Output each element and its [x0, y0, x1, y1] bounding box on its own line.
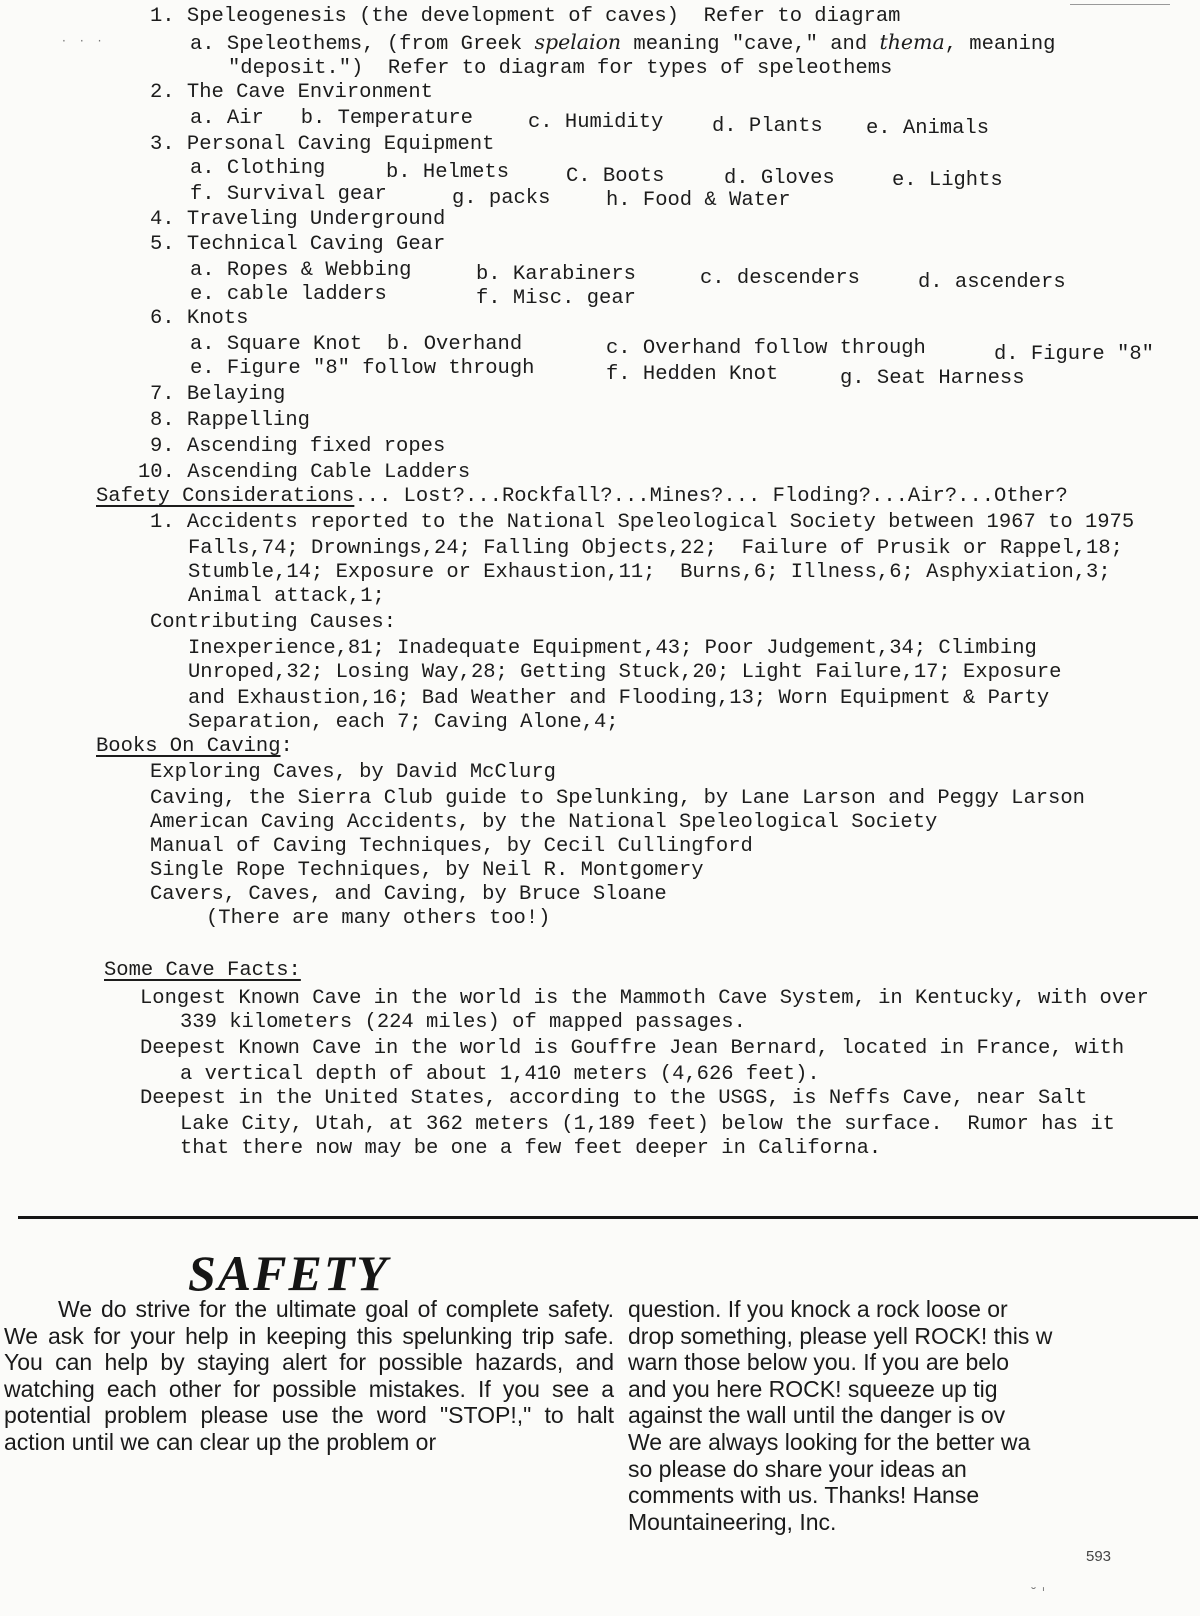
causes-line-3: and Exhaustion,16; Bad Weather and Flooding,13; Worn Equipment & Party: [188, 687, 1050, 710]
outline-subitem-ascenders: d. ascenders: [918, 271, 1066, 294]
book-note: (There are many others too!): [206, 907, 551, 930]
book-item: Cavers, Caves, and Caving, by Bruce Sloane: [150, 883, 667, 906]
fact-deepest-cont: a vertical depth of about 1,410 meters (4,626 feet).: [180, 1063, 820, 1086]
outline-item-personal-equipment: 3. Personal Caving Equipment: [150, 133, 495, 156]
contributing-causes-heading: Contributing Causes:: [150, 611, 397, 634]
outline-subitem-descenders: c. descenders: [700, 267, 860, 290]
book-item: American Caving Accidents, by the National Speleological Society: [150, 811, 938, 834]
outline-subitem-deposit: "deposit.") Refer to diagram for types of speleothems: [228, 57, 893, 80]
outline-subitem-karabiners: b. Karabiners: [476, 263, 636, 286]
outline-item-knots: 6. Knots: [150, 307, 249, 330]
outline-subitem-overhand-follow: c. Overhand follow through: [606, 337, 926, 360]
greek-word-spelaion: spelaion: [534, 30, 622, 54]
fact-longest-cont: 339 kilometers (224 miles) of mapped passages.: [180, 1011, 746, 1034]
safety-considerations-heading: Safety Considerations: [96, 485, 355, 508]
accidents-line-3: Animal attack,1;: [188, 585, 385, 608]
books-heading-row: Books On Caving:: [96, 735, 293, 758]
safety-text-right-column: [628, 1296, 1200, 1535]
safety-right-line: Mountaineering, Inc.: [628, 1508, 837, 1535]
outline-subitem-packs: g. packs: [452, 187, 551, 210]
safety-text-left-column: We do strive for the ultimate goal of complete safety. We ask for your help in keeping this spelunking trip safe. You can help by staying alert for possible hazards, and watching each other for possible mistakes. If you see a potential problem please use the word "STOP!," to halt action until we can clear up the problem or: [4, 1296, 614, 1455]
outline-item-speleogenesis: 1. Speleogenesis (the development of caves) Refer to diagram: [150, 5, 901, 28]
outline-subitem-speleothems: a. Speleothems, (from Greek spelaion meaning "cave," and thema, meaning: [190, 30, 1056, 56]
safety-title: SAFETY: [188, 1245, 389, 1301]
outline-subitem-animals: e. Animals: [866, 117, 990, 140]
outline-item-belaying: 7. Belaying: [150, 383, 286, 406]
accidents-reported: 1. Accidents reported to the National Speleological Society between 1967 to 1975: [150, 511, 1135, 534]
fact-us-deepest: Deepest in the United States, according to the USGS, is Neffs Cave, near Salt: [140, 1087, 1088, 1110]
safety-right-line: We are always looking for the better wa: [628, 1428, 1031, 1455]
safety-right-line: warn those below you. If you are belo: [628, 1349, 1010, 1376]
causes-line-4: Separation, each 7; Caving Alone,4;: [188, 711, 619, 734]
greek-word-thema: thema: [879, 30, 945, 54]
scan-speck: ···: [62, 34, 116, 48]
book-item: Single Rope Techniques, by Neil R. Montgomery: [150, 859, 704, 882]
outline-subitem-misc-gear: f. Misc. gear: [476, 287, 636, 310]
outline-subitem-gloves: d. Gloves: [724, 167, 835, 190]
safety-questions: ... Lost?...Rockfall?...Mines?... Floding?...Air?...Other?: [354, 485, 1068, 508]
fact-us-deepest-cont2: that there now may be one a few feet deeper in Californa.: [180, 1137, 882, 1160]
outline-subitem-hedden-knot: f. Hedden Knot: [606, 363, 779, 386]
outline-subitem-survival-gear: f. Survival gear: [190, 183, 387, 206]
safety-right-line: question. If you knock a rock loose or: [628, 1296, 1008, 1322]
fact-deepest: Deepest Known Cave in the world is Gouffre Jean Bernard, located in France, with: [140, 1037, 1125, 1060]
accidents-line-1: Falls,74; Drownings,24; Falling Objects,22; Failure of Prusik or Rappel,18;: [188, 537, 1123, 560]
outline-subitem-cable-ladders: e. cable ladders: [190, 283, 387, 306]
outline-subitem-food-water: h. Food & Water: [606, 189, 791, 212]
safety-right-line: and you here ROCK! squeeze up tig: [628, 1375, 998, 1402]
outline-item-rappelling: 8. Rappelling: [150, 409, 310, 432]
safety-right-line: drop something, please yell ROCK! this w: [628, 1322, 1053, 1349]
outline-subitem-seat-harness: g. Seat Harness: [840, 367, 1025, 390]
scan-speck: ˘ ˈ: [1030, 1586, 1046, 1602]
book-item: Manual of Caving Techniques, by Cecil Cullingford: [150, 835, 753, 858]
books-heading: Books On Caving: [96, 735, 281, 758]
safety-considerations-row: [96, 484, 1068, 510]
safety-right-line: against the wall until the danger is ov: [628, 1402, 1006, 1429]
outline-subitem-clothing: a. Clothing: [190, 157, 326, 180]
scan-speck: [1070, 4, 1170, 5]
outline-item-ascending-ropes: 9. Ascending fixed ropes: [150, 435, 446, 458]
book-item: Caving, the Sierra Club guide to Spelunking, by Lane Larson and Peggy Larson: [150, 787, 1085, 810]
outline-subitem-ropes: a. Ropes & Webbing: [190, 259, 412, 282]
outline-item-ascending-ladders: 10. Ascending Cable Ladders: [138, 461, 471, 484]
outline-item-cave-environment: 2. The Cave Environment: [150, 81, 433, 104]
outline-subitem-figure-8: d. Figure "8": [994, 343, 1154, 366]
book-item: Exploring Caves, by David McClurg: [150, 761, 556, 784]
page-number: 593: [1086, 1548, 1112, 1565]
accidents-line-2: Stumble,14; Exposure or Exhaustion,11; Burns,6; Illness,6; Asphyxiation,3;: [188, 561, 1111, 584]
fact-us-deepest-cont: Lake City, Utah, at 362 meters (1,189 feet) below the surface. Rumor has it: [180, 1113, 1115, 1136]
outline-subitem-humidity: c. Humidity: [528, 111, 664, 134]
outline-subitem-boots: C. Boots: [566, 165, 665, 188]
outline-subitem-helmets: b. Helmets: [386, 161, 510, 184]
causes-line-2: Unroped,32; Losing Way,28; Getting Stuck,20; Light Failure,17; Exposure: [188, 661, 1062, 684]
outline-subitem-square-overhand: a. Square Knot b. Overhand: [190, 333, 523, 356]
causes-line-1: Inexperience,81; Inadequate Equipment,43; Poor Judgement,34; Climbing: [188, 637, 1037, 660]
safety-right-line: comments with us. Thanks! Hanse: [628, 1482, 980, 1509]
outline-subitem-air-temp: a. Air b. Temperature: [190, 107, 473, 130]
safety-right-line: so please do share your ideas an: [628, 1455, 967, 1482]
fact-longest: Longest Known Cave in the world is the Mammoth Cave System, in Kentucky, with over: [140, 987, 1149, 1010]
outline-subitem-plants: d. Plants: [712, 115, 823, 138]
section-divider: [18, 1216, 1198, 1219]
cave-facts-heading: Some Cave Facts:: [104, 959, 301, 982]
outline-item-traveling: 4. Traveling Underground: [150, 208, 446, 231]
outline-subitem-lights: e. Lights: [892, 169, 1003, 192]
outline-subitem-figure-8-follow: e. Figure "8" follow through: [190, 357, 535, 380]
outline-item-technical-gear: 5. Technical Caving Gear: [150, 233, 446, 256]
